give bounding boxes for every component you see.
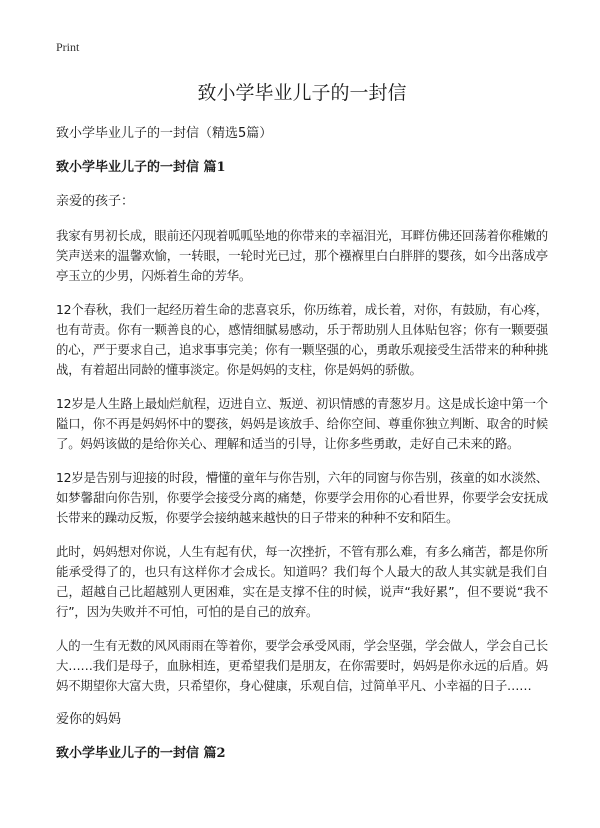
salutation: 亲爱的孩子： (56, 194, 135, 209)
section-heading-2: 致小学毕业儿子的一封信 篇2 (56, 746, 226, 761)
document-subtitle: 致小学毕业儿子的一封信（精选5篇） (56, 126, 273, 141)
paragraph: 此时，妈妈想对你说，人生有起有伏，每一次挫折，不管有那么难，有多么痛苦，都是你所能承受得了的，也只有这样你才会成长。知道吗？我们每个人最大的敌人其实就是我们自己，超越自己比超越别人更困难，实在是支撑不住的时候，说声“我好累”，但不要说“我不行”，因为失败并不可怕，可怕的是自己的放弃。 (56, 544, 548, 619)
paragraph: 12岁是人生路上最灿烂航程，迈进自立、叛逆、初识情感的青葱岁月。这是成长途中第一个隘口，你不再是妈妈怀中的婴孩，妈妈是该放手、给你空间、尊重你独立判断、取舍的时候了。妈妈该做的是给你关心、理解和适当的引导，让你多些勇敢，走好自己未来的路。 (56, 396, 548, 451)
document-title: 致小学毕业儿子的一封信 (197, 82, 407, 104)
paragraph: 12个春秋，我们一起经历着生命的悲喜哀乐，你历练着，成长着，对你，有鼓励，有心疼，也有苛责。你有一颗善良的心，感情细腻易感动，乐于帮助别人且体贴包容；你有一颗要强的心，严于要求自己，追求事事完美；你有一颗坚强的心，勇敢乐观接受生活带来的种种挑战，有着超出同龄的懂事淡定。你是妈妈的支柱，你是妈妈的骄傲。 (56, 302, 548, 377)
paragraph: 12岁是告别与迎接的时段，懵懂的童年与你告别，六年的同窗与你告别，孩童的如水淡然、如梦馨甜向你告别，你要学会接受分离的痛楚，你要学会用你的心看世界，你要学会安抚成长带来的躁动反叛，你要学会接纳越来越快的日子带来的种种不安和陌生。 (56, 470, 548, 525)
section-heading-1: 致小学毕业儿子的一封信 篇1 (56, 160, 226, 175)
paragraph: 人的一生有无数的风风雨雨在等着你，要学会承受风雨，学会坚强，学会做人，学会自己长大……我们是母子，血脉相连，更希望我们是朋友，在你需要时，妈妈是你永远的后盾。妈妈不期望你大富大贵，只希望你，身心健康，乐观自信，过简单平凡、小幸福的日子…… (56, 638, 548, 693)
print-label: Print (56, 40, 80, 54)
signature: 爱你的妈妈 (56, 712, 122, 727)
paragraph: 我家有男初长成，眼前还闪现着呱呱坠地的你带来的幸福泪光，耳畔仿佛还回荡着你稚嫩的笑声送来的温馨欢愉，一转眼，一轮时光已过，那个襁褓里白白胖胖的婴孩，如今出落成亭亭玉立的少男，闪烁着生命的芳华。 (56, 228, 548, 283)
